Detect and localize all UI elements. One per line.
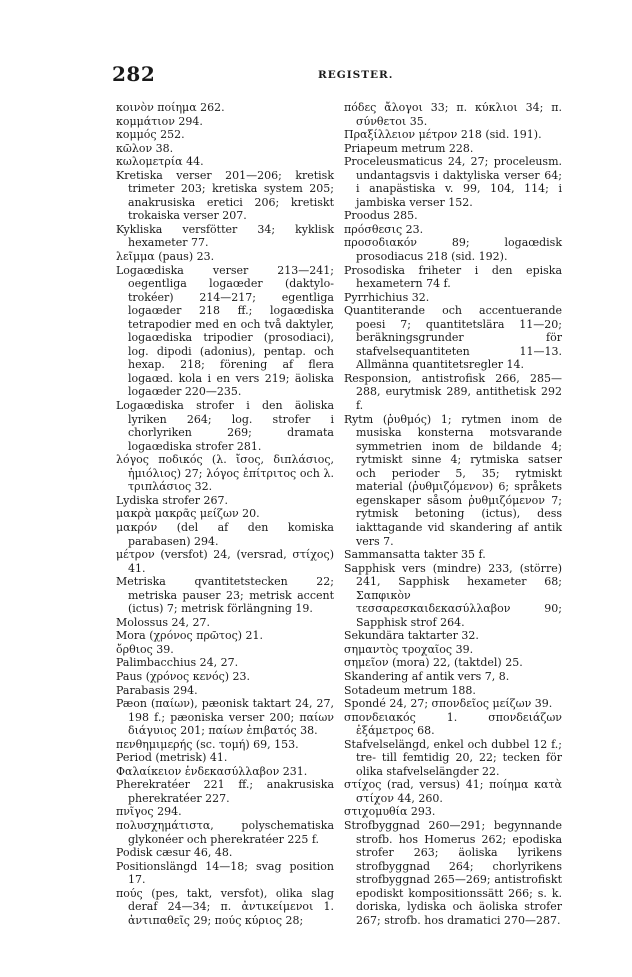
index-entry: κοινὸν ποίημα 262. [116,101,225,114]
running-head: REGISTER. [318,69,394,81]
index-entry: Proodus 285. [344,209,418,223]
page-number: 282 [112,62,156,86]
index-entry: Pherekratéer 221 ff.; anakrusiska pherekratéer 227. [116,778,334,805]
index-entry: σπονδειακός 1. σπονδειάζων ἑξάμετρος 68. [344,710,562,738]
index-entry: κομμός 252. [116,128,185,142]
index-entry: Responsion, antistrofisk 266, 285—288, eurytmisk 289, antithetisk 292 f. [344,371,562,413]
index-entry: μακρὰ μακρᾶς μείζων 20. [116,507,260,521]
index-entry: Palimbacchius 24, 27. [116,656,239,670]
index-entry: Molossus 24, 27. [116,615,211,629]
index-entry: Prosodiska friheter i den episka hexametern 74 f. [344,263,562,291]
index-entry: Logaœdiska verser 213—241; oegentliga logaœder (daktylo-trokéer) 214—217; egentliga logaœder 218 ff.; logaœdiska tetrapodier med en och två daktyler, logaœdiska tripodier (prosodiaci), log. dipodi (adonius), pentap. och hexap. 218; förening af flera logaœd. kola i en vers 219; äoliska logaœder 220—235. [116,263,334,399]
index-entry: Pyrrhichius 32. [344,290,430,304]
index-entry: ὄρθιος 39. [116,642,174,656]
index-entry: Spondé 24, 27; σπονδεῖος μείζων 39. [344,697,553,711]
index-entry: Sapphisk vers (mindre) 233, (större) 241, Sapphisk hexameter 68; Σαπφικὸν τεσσαρεσκαιδεκασύλλαβον 90; Sapphisk strof 264. [344,561,562,629]
index-entry: Mora (χρόνος πρῶτος) 21. [116,629,264,643]
index-entry: σημαντὸς τροχαῖος 39. [344,642,474,656]
index-entry: μακρόν (del af den komiska parabasen) 294. [116,520,334,548]
index-entry: πενθημιμερής (sc. τομή) 69, 153. [116,737,299,751]
index-entry: Positionslängd 14—18; svag position 17. [116,859,334,887]
index-entry: πνῖγος 294. [116,805,182,819]
index-entry: Parabasis 294. [116,683,198,697]
index-column-left [116,101,334,927]
index-entry: σημεῖον (mora) 22, (taktdel) 25. [344,656,523,670]
index-entry: πούς (pes, takt, versfot), olika slag deraf 24—34; π. ἀντικείμενοι 1. ἀντιπαθεῖς 29; πούς κύριος 28; [116,886,334,927]
index-entry: Paus (χρόνος κενός) 23. [116,669,251,683]
index-entry: Skandering af antik vers 7, 8. [344,669,510,683]
index-entry: Proceleusmaticus 24, 27; proceleusm. undantagsvis i daktyliska verser 64; i anapästiska v. 99, 104, 114; i jambiska verser 152. [344,155,562,209]
index-entry: Metriska qvantitetstecken 22; metriska pauser 23; metrisk accent (ictus) 7; metrisk förlängning 19. [116,575,334,616]
index-entry: στιχομυθία 293. [344,805,436,819]
index-entry: κωλομετρία 44. [116,155,204,169]
index-entry: Priapeum metrum 228. [344,141,474,155]
index-entry: Kretiska verser 201—206; kretisk trimeter 203; kretiska system 205; anakrusiska eretici 206; kretiskt trokaiska verser 207. [116,168,334,223]
index-entry: μέτρον (versfot) 24, (versrad, στίχος) 41. [116,548,334,575]
index-entry: Sammansatta takter 35 f. [344,548,486,562]
index-entry: Kykliska versfötter 34; kyklisk hexameter 77. [116,222,334,250]
index-entry: κῶλον 38. [116,141,174,155]
index-entry: λόγος ποδικός (λ. ἴσος, διπλάσιος, ἡμιόλιος) 27; λόγος ἐπίτριτος och λ. τριπλάσιος 32. [116,453,334,494]
index-entry: Period (metrisk) 41. [116,751,228,765]
index-column-right [344,101,562,927]
index-entry: Stafvelselängd, enkel och dubbel 12 f.; tre- till femtidig 20, 22; tecken för olika stafvelselängder 22. [344,737,562,778]
index-entry: προσοδιακόν 89; logaœdisk prosodiacus 218 (sid. 192). [344,236,562,264]
index-entry: στίχος (rad, versus) 41; ποίημα κατὰ στίχον 44, 260. [344,778,562,805]
index-entry: Sekundära taktarter 32. [344,629,479,643]
index-entry: λεῖμμα (paus) 23. [116,250,215,264]
index-entry: Pæon (παίων), pæonisk taktart 24, 27, 198 f.; pæoniska verser 200; παίων διάγυιος 201; παίων ἐπιβατός 38. [116,697,334,738]
index-entry: Sotadeum metrum 188. [344,683,476,697]
index-entry: Podisk cæsur 46, 48. [116,846,233,860]
index-entry: πόδες ἄλογοι 33; π. κύκλιοι 34; π. σύνθετοι 35. [344,101,562,128]
index-entry: Lydiska strofer 267. [116,493,229,507]
index-entry: Φαλαίκειον ἑνδεκασύλλαβον 231. [116,764,308,778]
index-entry: Strofbyggnad 260—291; begynnande strofb. hos Homerus 262; epodiska strofer 263; äoliska lyrikens strofbyggnad 264; chorlyrikens strofbyggnad 265—269; antistrofiskt epodiskt kompositionssätt 266; s. k. doriska, lydiska och äoliska strofer 267; strofb. hos dramatici 270—287. [344,818,562,927]
index-entry: πρόσθεσις 23. [344,222,424,236]
index-entry: Rytm (ῥυθμός) 1; rytmen inom de musiska konsterna motsvarande symmetrien inom de bildande 4; rytmiskt sinne 4; rytmiska satser och perioder 5, 35; rytmiskt material (ῥυθμιζόμενον) 6; språkets egenskaper såsom ῥυθμιζόμενον 7; rytmisk betoning (ictus), dess iakttagande vid skandering af antik vers 7. [344,412,562,548]
index-entry: κομμάτιον 294. [116,114,203,128]
index-entry: Logaœdiska strofer i den äoliska lyriken 264; log. strofer i chorlyriken 269; dramata logaœdiska strofer 281. [116,399,334,453]
index-entry: Πραξίλλειον μέτρον 218 (sid. 191). [344,128,542,142]
index-entry: Quantiterande och accentuerande poesi 7; quantitetslära 11—20; beräkningsgrunder för stafvelsequantiteten 11—13. Allmänna quantitetsregler 14. [344,304,562,372]
index-entry: πολυσχημάτιστα, polyschematiska glykonéer och pherekratéer 225 f. [116,818,334,846]
